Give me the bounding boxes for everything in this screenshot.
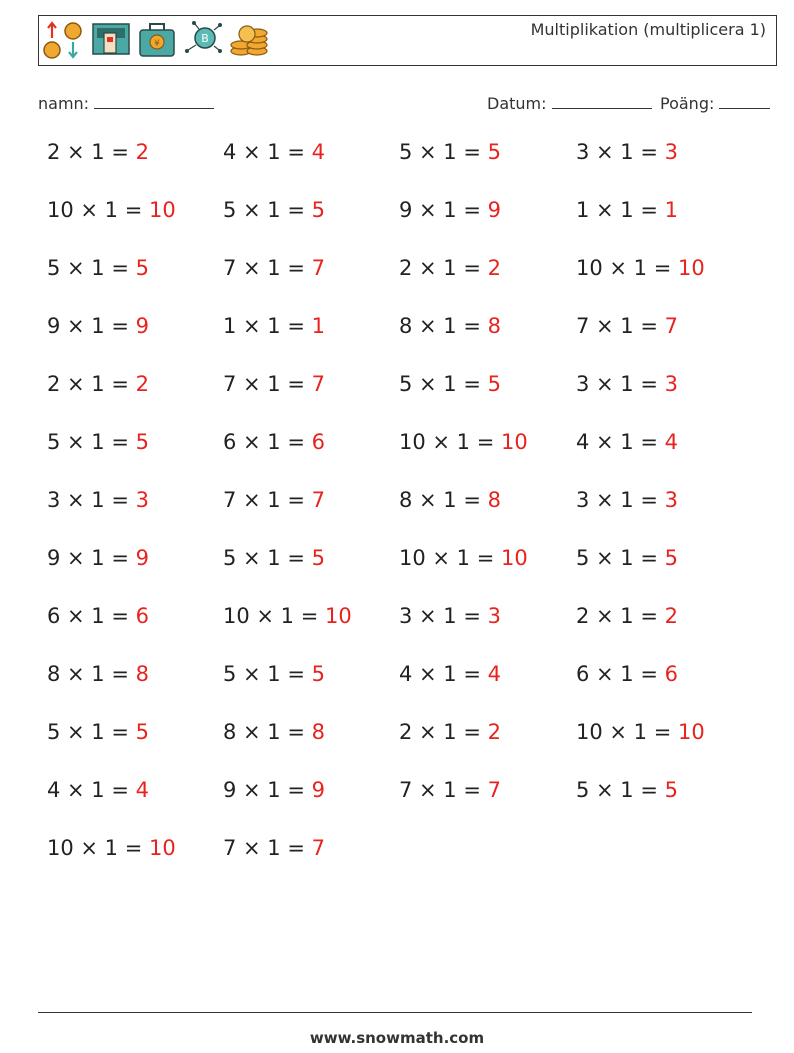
problem-cell — [576, 488, 678, 512]
problem-answer: 9 — [135, 314, 149, 338]
problem-cell — [47, 604, 149, 628]
problem-answer: 4 — [664, 430, 678, 454]
problem-cell — [47, 488, 149, 512]
problem-question: 7 × 1 = — [399, 778, 488, 802]
problem-answer: 5 — [487, 372, 501, 396]
problem-cell — [576, 546, 678, 570]
problem-question: 10 × 1 = — [47, 836, 149, 860]
problem-question: 4 × 1 = — [223, 140, 312, 164]
problem-question: 5 × 1 = — [223, 546, 312, 570]
problem-cell — [399, 140, 501, 164]
problem-answer: 5 — [135, 720, 149, 744]
problem-cell — [223, 604, 352, 628]
problem-question: 9 × 1 = — [47, 314, 136, 338]
score-field — [660, 94, 770, 113]
problem-question: 5 × 1 = — [223, 662, 312, 686]
problem-question: 8 × 1 = — [47, 662, 136, 686]
problem-cell — [399, 314, 501, 338]
problem-question: 9 × 1 = — [47, 546, 136, 570]
problem-question: 2 × 1 = — [399, 256, 488, 280]
problem-question: 10 × 1 = — [399, 546, 501, 570]
problem-answer: 6 — [311, 430, 325, 454]
problem-question: 5 × 1 = — [576, 778, 665, 802]
problem-question: 7 × 1 = — [576, 314, 665, 338]
problem-answer: 7 — [311, 256, 325, 280]
problem-question: 6 × 1 = — [47, 604, 136, 628]
problem-cell — [223, 314, 325, 338]
problem-answer: 10 — [500, 546, 528, 570]
problem-question: 3 × 1 = — [576, 488, 665, 512]
problem-question: 6 × 1 = — [576, 662, 665, 686]
problem-question: 3 × 1 = — [47, 488, 136, 512]
problem-answer: 1 — [311, 314, 325, 338]
problem-cell — [223, 720, 325, 744]
problem-question: 10 × 1 = — [576, 256, 678, 280]
problem-question: 5 × 1 = — [576, 546, 665, 570]
problem-answer: 7 — [311, 372, 325, 396]
problem-question: 5 × 1 = — [47, 256, 136, 280]
problem-answer: 3 — [664, 488, 678, 512]
problem-question: 9 × 1 = — [399, 198, 488, 222]
problem-answer: 4 — [487, 662, 501, 686]
problem-answer: 5 — [135, 430, 149, 454]
problem-answer: 4 — [311, 140, 325, 164]
problem-answer: 5 — [487, 140, 501, 164]
problem-answer: 8 — [135, 662, 149, 686]
problem-question: 8 × 1 = — [399, 314, 488, 338]
problem-answer: 5 — [664, 778, 678, 802]
problem-cell — [399, 372, 501, 396]
problem-question: 10 × 1 = — [576, 720, 678, 744]
problem-question: 5 × 1 = — [47, 430, 136, 454]
problem-cell — [576, 198, 678, 222]
score-label: Poäng: — [660, 94, 715, 113]
problem-answer: 3 — [664, 140, 678, 164]
problem-cell — [223, 372, 325, 396]
problem-answer: 5 — [311, 662, 325, 686]
problem-cell — [47, 546, 149, 570]
problem-answer: 6 — [135, 604, 149, 628]
problem-question: 2 × 1 = — [576, 604, 665, 628]
date-line[interactable] — [552, 94, 652, 109]
footer-website[interactable]: www.snowmath.com — [309, 1029, 485, 1047]
problem-cell — [576, 720, 705, 744]
problem-cell — [223, 778, 325, 802]
problem-answer: 2 — [135, 140, 149, 164]
problem-question: 10 × 1 = — [47, 198, 149, 222]
problem-answer: 5 — [311, 546, 325, 570]
problem-cell — [399, 662, 501, 686]
problem-answer: 7 — [311, 488, 325, 512]
problem-cell — [47, 720, 149, 744]
date-field — [487, 94, 652, 113]
problem-cell — [223, 140, 325, 164]
problem-question: 7 × 1 = — [223, 836, 312, 860]
footer-divider — [38, 1012, 752, 1013]
problem-answer: 2 — [135, 372, 149, 396]
problem-cell — [399, 488, 501, 512]
problem-answer: 9 — [487, 198, 501, 222]
problem-question: 9 × 1 = — [223, 778, 312, 802]
problem-answer: 2 — [664, 604, 678, 628]
problem-cell — [47, 662, 149, 686]
problem-question: 4 × 1 = — [399, 662, 488, 686]
problem-question: 4 × 1 = — [576, 430, 665, 454]
svg-text:B: B — [201, 32, 209, 45]
problem-question: 3 × 1 = — [576, 140, 665, 164]
problem-cell — [576, 430, 678, 454]
name-label: namn: — [38, 94, 90, 113]
problem-question: 5 × 1 = — [223, 198, 312, 222]
problem-cell — [223, 198, 325, 222]
problem-cell — [223, 662, 325, 686]
name-line[interactable] — [94, 94, 214, 109]
problem-answer: 10 — [677, 720, 705, 744]
problem-question: 5 × 1 = — [47, 720, 136, 744]
problem-question: 10 × 1 = — [223, 604, 325, 628]
problem-answer: 3 — [135, 488, 149, 512]
problem-cell — [399, 198, 501, 222]
problem-answer: 5 — [135, 256, 149, 280]
problem-cell — [576, 778, 678, 802]
problem-question: 1 × 1 = — [576, 198, 665, 222]
problem-question: 3 × 1 = — [399, 604, 488, 628]
problem-answer: 8 — [487, 488, 501, 512]
money-bag-icon — [137, 20, 177, 64]
problem-answer: 7 — [311, 836, 325, 860]
problem-cell — [576, 314, 678, 338]
problem-answer: 6 — [664, 662, 678, 686]
problem-question: 8 × 1 = — [223, 720, 312, 744]
problem-answer: 7 — [487, 778, 501, 802]
problem-answer: 2 — [487, 720, 501, 744]
problem-answer: 10 — [324, 604, 352, 628]
problem-cell — [399, 546, 528, 570]
problem-answer: 10 — [677, 256, 705, 280]
problem-question: 5 × 1 = — [399, 140, 488, 164]
problem-cell — [47, 778, 149, 802]
problem-cell — [223, 430, 325, 454]
problem-answer: 10 — [148, 198, 176, 222]
problem-answer: 8 — [311, 720, 325, 744]
problem-question: 2 × 1 = — [47, 140, 136, 164]
problem-cell — [399, 430, 528, 454]
problem-cell — [223, 488, 325, 512]
problem-cell — [399, 256, 501, 280]
problem-cell — [576, 662, 678, 686]
bitcoin-icon — [183, 20, 223, 64]
problem-cell — [223, 546, 325, 570]
problem-cell — [47, 430, 149, 454]
problem-cell — [576, 140, 678, 164]
problem-cell — [223, 836, 325, 860]
score-line[interactable] — [719, 94, 770, 109]
problem-cell — [47, 372, 149, 396]
problem-answer: 7 — [664, 314, 678, 338]
problem-question: 7 × 1 = — [223, 256, 312, 280]
problem-answer: 3 — [664, 372, 678, 396]
svg-text:¥: ¥ — [154, 39, 160, 49]
problem-cell — [47, 314, 149, 338]
problem-answer: 10 — [148, 836, 176, 860]
date-label: Datum: — [487, 94, 547, 113]
problem-answer: 10 — [500, 430, 528, 454]
problem-cell — [399, 778, 501, 802]
problem-answer: 4 — [135, 778, 149, 802]
problem-question: 2 × 1 = — [47, 372, 136, 396]
problem-answer: 8 — [487, 314, 501, 338]
problem-answer: 2 — [487, 256, 501, 280]
coin-stack-icon — [229, 20, 271, 64]
problem-cell — [399, 720, 501, 744]
problem-answer: 5 — [311, 198, 325, 222]
page-title: Multiplikation (multiplicera 1) — [530, 20, 766, 39]
problem-cell — [576, 604, 678, 628]
problem-answer: 1 — [664, 198, 678, 222]
problem-answer: 9 — [135, 546, 149, 570]
problem-answer: 5 — [664, 546, 678, 570]
problem-question: 1 × 1 = — [223, 314, 312, 338]
name-field — [38, 94, 214, 113]
header-box — [38, 15, 777, 66]
problem-cell — [47, 140, 149, 164]
problem-answer: 9 — [311, 778, 325, 802]
problem-cell — [47, 198, 176, 222]
problem-cell — [576, 256, 705, 280]
problem-answer: 3 — [487, 604, 501, 628]
icon-strip — [43, 22, 271, 62]
problem-question: 7 × 1 = — [223, 488, 312, 512]
problem-cell — [399, 604, 501, 628]
problem-question: 4 × 1 = — [47, 778, 136, 802]
problem-cell — [47, 836, 176, 860]
problem-question: 10 × 1 = — [399, 430, 501, 454]
atm-icon — [91, 20, 131, 64]
problem-cell — [576, 372, 678, 396]
problem-cell — [223, 256, 325, 280]
problem-question: 3 × 1 = — [576, 372, 665, 396]
problem-cell — [47, 256, 149, 280]
problem-question: 2 × 1 = — [399, 720, 488, 744]
currency-exchange-icon — [43, 20, 85, 64]
problem-question: 5 × 1 = — [399, 372, 488, 396]
problem-question: 7 × 1 = — [223, 372, 312, 396]
problem-question: 8 × 1 = — [399, 488, 488, 512]
problem-question: 6 × 1 = — [223, 430, 312, 454]
